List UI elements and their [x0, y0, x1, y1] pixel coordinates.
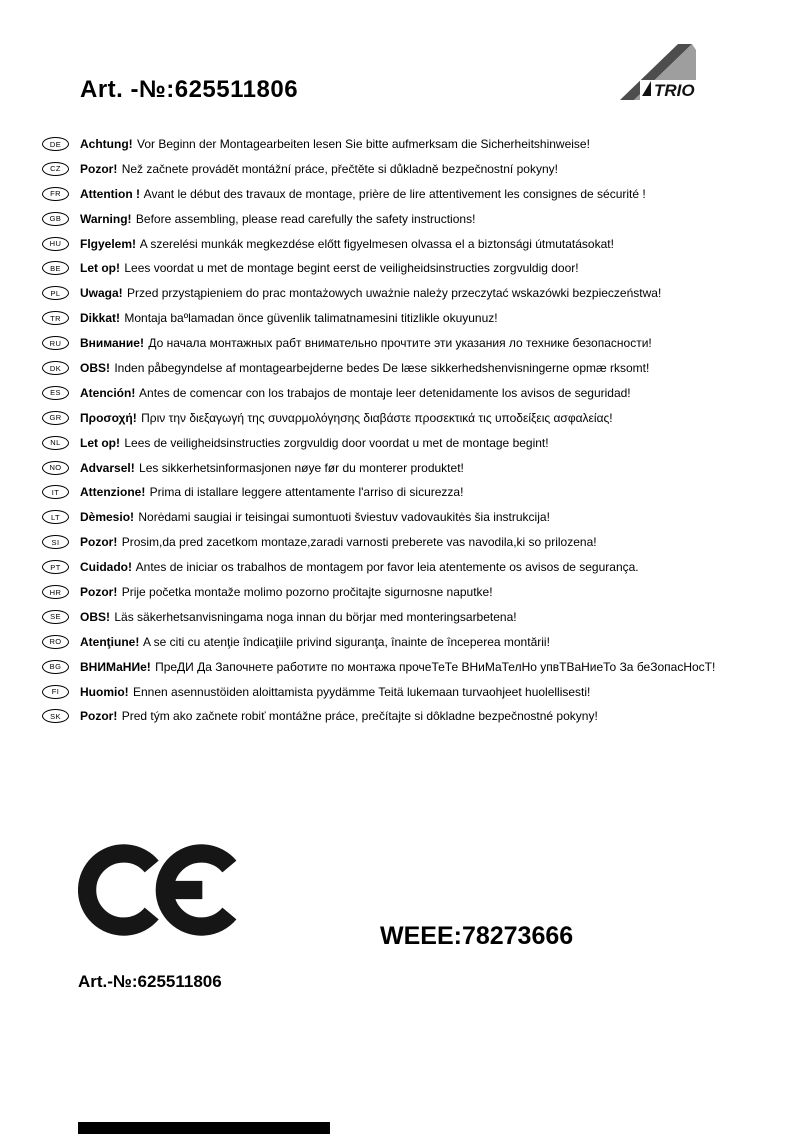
language-code-badge: ES [42, 386, 69, 400]
language-row-pl [42, 286, 790, 300]
language-row-pt [42, 560, 790, 574]
language-code-badge: PL [42, 286, 69, 300]
warning-word: Let op! [80, 261, 120, 276]
warning-word: Attenzione! [80, 485, 146, 500]
warning-text: Inden påbegyndelse af montagearbejderne bedes De læse sikkerhedshenvisningerne opmæ rksomt! [114, 361, 650, 376]
logo-wordmark: TRIO [654, 81, 695, 100]
warning-text: Prije početka montaže molimo pozorno pročitajte sigurnosne naputke! [121, 585, 493, 600]
language-row-se [42, 610, 790, 624]
warning-text: Antes de comencar con los trabajos de montaje leer detenidamente los avisos de seguridad! [139, 385, 631, 400]
warning-text: Norėdami saugiai ir teisingai sumontuoti šviestuv vadovaukitės šia instrukcija! [138, 510, 550, 525]
warning-word: Dikkat! [80, 311, 121, 326]
warning-text: Avant le début des travaux de montage, prière de lire attentivement les consignes de sécurité ! [143, 186, 646, 201]
language-code-badge: NL [42, 436, 69, 450]
warning-text: Les sikkerhetsinformasjonen nøye før du monterer produktet! [139, 460, 464, 475]
language-row-nl [42, 436, 790, 450]
language-code-badge: FR [42, 187, 69, 201]
language-code-badge: SK [42, 709, 69, 723]
ce-mark-icon [78, 844, 238, 936]
warning-word: Advarsel! [80, 460, 135, 475]
warning-text: Antes de iniciar os trabalhos de montagem por favor leia atentemente os avisos de segurança. [135, 560, 639, 575]
warning-text: ПреДИ Да Започнете работите по монтажа прочеТеТе ВНиМаТелНо упвТВаНиеТо За беЗопасНосТ! [155, 659, 716, 674]
language-row-it [42, 485, 790, 499]
warning-text: Before assembling, please read carefully the safety instructions! [135, 211, 476, 226]
warning-word: Dèmesio! [80, 510, 135, 525]
warning-word: Uwaga! [80, 286, 123, 301]
language-row-dk [42, 361, 790, 375]
warning-word: Pozor! [80, 535, 118, 550]
language-row-sk [42, 709, 790, 723]
language-row-de [42, 137, 790, 151]
language-row-cz [42, 162, 790, 176]
warning-text: Než začnete provádět montážní práce, přečtěte si důkladně bezpečnostní pokyny! [121, 161, 558, 176]
language-code-badge: PT [42, 560, 69, 574]
warning-word: Προσοχή! [80, 410, 137, 425]
warning-word: ВНИМаНИе! [80, 659, 151, 674]
warning-text: Przed przystąpieniem do prac montażowych uważnie należy przeczytać wskazówki bezpieczeństwa! [127, 286, 662, 301]
language-row-hr [42, 585, 790, 599]
language-row-fi [42, 685, 790, 699]
language-code-badge: RO [42, 635, 69, 649]
weee-number: WEEE:78273666 [380, 922, 574, 950]
language-code-badge: DK [42, 361, 69, 375]
warning-text: До начала монтажных рабт внимательно прочтите эти указания ло технике безопасности! [148, 336, 652, 351]
language-row-tr [42, 311, 790, 325]
warning-word: Let op! [80, 435, 120, 450]
warning-word: Cuidado! [80, 560, 132, 575]
warning-text: Πριν την διεξαγωγή της συναρμολόγησης διαβάστε προσεκτικά τις υποδείξεις ασφαλείας! [141, 410, 613, 425]
language-code-badge: BG [42, 660, 69, 674]
warning-word: Pozor! [80, 709, 118, 724]
warning-word: Attention ! [80, 186, 140, 201]
warning-text: Montaja baºlamadan önce güvenlik talimatnamesini titizlikle okuyunuz! [124, 311, 498, 326]
language-code-badge: FI [42, 685, 69, 699]
language-code-badge: SI [42, 535, 69, 549]
language-code-badge: GR [42, 411, 69, 425]
language-row-no [42, 461, 790, 475]
warning-word: Pozor! [80, 585, 118, 600]
language-code-badge: GB [42, 212, 69, 226]
warning-word: OBS! [80, 361, 110, 376]
language-row-ro [42, 635, 790, 649]
warning-text: Vor Beginn der Montagearbeiten lesen Sie bitte aufmerksam die Sicherheitshinweise! [137, 137, 590, 151]
language-row-be [42, 261, 790, 275]
warning-word: Pozor! [80, 161, 118, 176]
warning-text: Lees voordat u met de montage begint eerst de veiligheidsinstructies zorgvuldig door! [124, 261, 579, 276]
language-code-badge: CZ [42, 162, 69, 176]
language-list [42, 137, 790, 734]
warning-word: Внимание! [80, 336, 144, 351]
warning-text: Prosim,da pred zacetkom montaze,zaradi varnosti preberete vas navodila,ki so prilozena! [121, 535, 597, 550]
warning-text: Ennen asennustöiden aloittamista pyydämme Teitä lukemaan turvaohjeet huolellisesti! [133, 684, 591, 699]
language-code-badge: SE [42, 610, 69, 624]
warning-text: A szerelési munkák megkezdése előtt figyelmesen olvassa el a biztonsági útmutatásokat! [139, 236, 614, 251]
language-code-badge: HR [42, 585, 69, 599]
language-row-bg [42, 660, 790, 674]
warning-text: Pred tým ako začnete robiť montážne práce, prečítajte si dôkladne bezpečnostné pokyny! [121, 709, 598, 724]
warning-word: Atención! [80, 385, 136, 400]
language-code-badge: IT [42, 485, 69, 499]
warning-text: Prima di istallare leggere attentamente l'arriso di sicurezza! [149, 485, 464, 500]
language-code-badge: LT [42, 510, 69, 524]
warning-text: A se citi cu atenţie îndicaţiile privind siguranţa, înainte de începerea montării! [143, 634, 550, 649]
trio-logo [612, 42, 696, 100]
language-code-badge: DE [42, 137, 69, 151]
language-row-gb [42, 212, 790, 226]
language-code-badge: NO [42, 461, 69, 475]
language-row-lt [42, 510, 790, 524]
warning-word: Flgyelem! [80, 236, 137, 251]
warning-text: Lees de veiligheidsinstructies zorgvuldig door voordat u met de montage begint! [124, 435, 549, 450]
warning-word: OBS! [80, 609, 110, 624]
bottom-bar [78, 1122, 330, 1134]
language-row-ru [42, 336, 790, 350]
language-row-fr [42, 187, 790, 201]
language-row-hu [42, 237, 790, 251]
art-number-title: Art. -№:625511806 [80, 76, 299, 103]
language-row-gr [42, 411, 790, 425]
warning-word: Warning! [80, 211, 132, 226]
art-number-footer: Art.-№:625511806 [78, 972, 222, 991]
warning-text: Läs säkerhetsanvisningama noga innan du börjar med monteringsarbetena! [114, 609, 517, 624]
warning-word: Atenţiune! [80, 634, 140, 649]
language-code-badge: HU [42, 237, 69, 251]
language-code-badge: RU [42, 336, 69, 350]
warning-word: Huomio! [80, 684, 129, 699]
language-code-badge: BE [42, 261, 69, 275]
language-row-es [42, 386, 790, 400]
language-code-badge: TR [42, 311, 69, 325]
language-row-si [42, 535, 790, 549]
warning-word: Achtung! [80, 137, 133, 151]
